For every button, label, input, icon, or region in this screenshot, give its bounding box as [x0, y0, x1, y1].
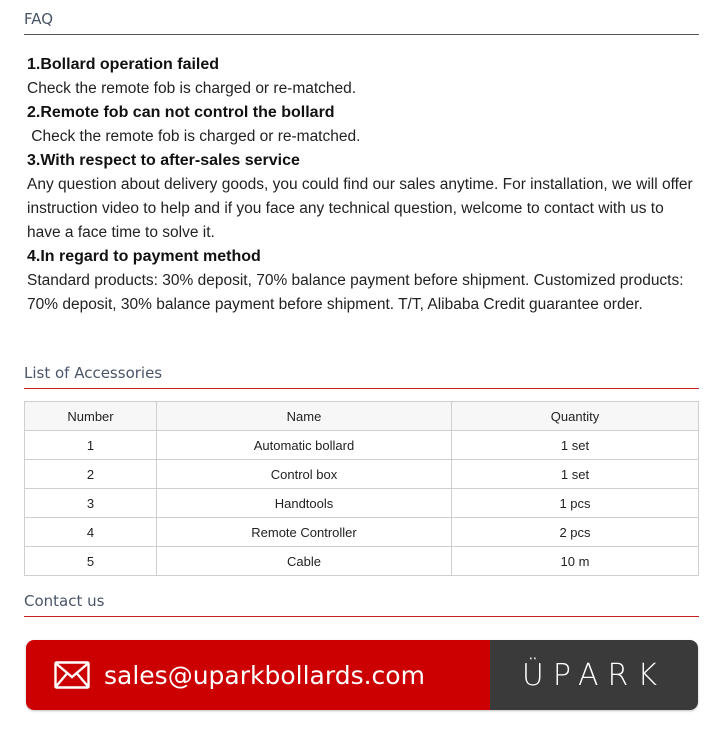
cell-name: Cable — [157, 547, 452, 576]
mail-icon — [54, 661, 90, 689]
faq-question: 1.Bollard operation failed — [27, 56, 220, 73]
cell-number: 3 — [25, 489, 157, 518]
cell-quantity: 10 m — [452, 547, 699, 576]
cell-quantity: 1 set — [452, 460, 699, 489]
table-row — [25, 518, 699, 547]
cell-quantity: 1 set — [452, 431, 699, 460]
faq-question: 3.With respect to after-sales service — [27, 152, 300, 169]
cell-number: 4 — [25, 518, 157, 547]
faq-item — [27, 101, 697, 149]
faq-item — [27, 245, 697, 317]
faq-heading: FAQ — [24, 10, 699, 35]
contact-heading: Contact us — [24, 592, 699, 617]
faq-item — [27, 149, 697, 245]
table-row — [25, 460, 699, 489]
cell-name: Remote Controller — [157, 518, 452, 547]
cell-number: 5 — [25, 547, 157, 576]
column-header-number: Number — [25, 402, 157, 431]
cell-quantity: 1 pcs — [452, 489, 699, 518]
faq-item — [27, 53, 697, 101]
cell-name: Automatic bollard — [157, 431, 452, 460]
brand-logo-text: ÜPARK — [521, 657, 667, 693]
accessories-heading: List of Accessories — [24, 364, 699, 389]
table-row — [25, 547, 699, 576]
faq-answer: Check the remote fob is charged or re-matched. — [27, 80, 357, 97]
faq-answer: Standard products: 30% deposit, 70% balance payment before shipment. Customized products: 70% deposit, 30% balance payment before shipment. T/T, Alibaba Credit guarantee order. — [27, 272, 684, 313]
table-row — [25, 431, 699, 460]
cell-number: 1 — [25, 431, 157, 460]
table-row — [25, 489, 699, 518]
cell-quantity: 2 pcs — [452, 518, 699, 547]
faq-answer: Any question about delivery goods, you could find our sales anytime. For installation, we will offer instruction video to help and if you face any technical question, welcome to contact with us to have a face time to solve it. — [27, 176, 693, 241]
faq-question: 2.Remote fob can not control the bollard — [27, 104, 335, 121]
brand-logo — [490, 640, 698, 710]
contact-banner[interactable] — [26, 640, 698, 710]
email-link[interactable] — [26, 640, 490, 710]
accessories-table — [24, 401, 699, 576]
cell-number: 2 — [25, 460, 157, 489]
table-header-row — [25, 402, 699, 431]
cell-name: Control box — [157, 460, 452, 489]
cell-name: Handtools — [157, 489, 452, 518]
faq-answer: Check the remote fob is charged or re-matched. — [27, 128, 361, 145]
faq-question: 4.In regard to payment method — [27, 248, 261, 265]
email-address[interactable]: sales@uparkbollards.com — [104, 660, 425, 690]
column-header-name: Name — [157, 402, 452, 431]
faq-list — [27, 53, 697, 317]
column-header-quantity: Quantity — [452, 402, 699, 431]
